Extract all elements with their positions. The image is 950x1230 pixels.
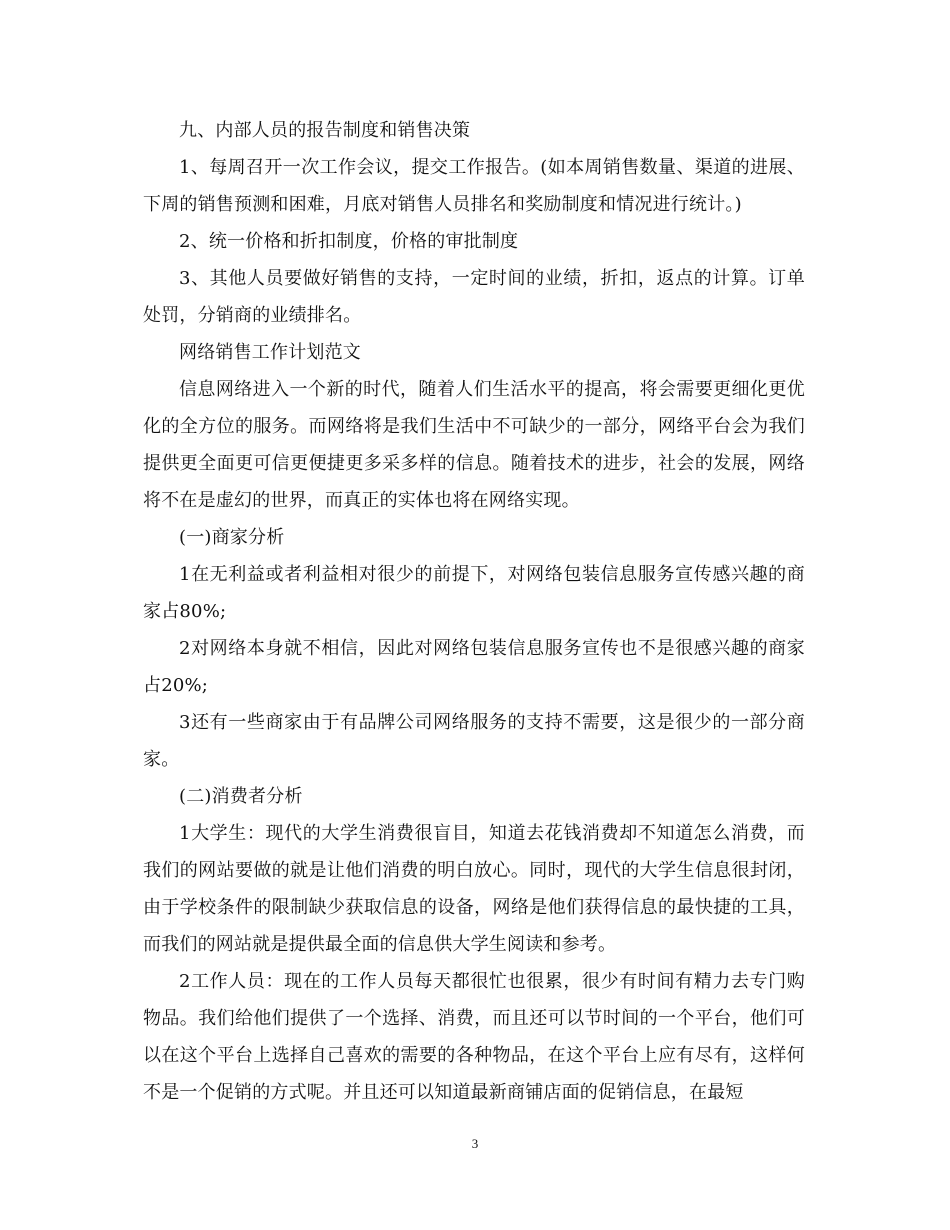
list-item: 3、其他人员要做好销售的支持，一定时间的业绩，折扣，返点的计算。订单处罚，分销商的业绩排名。 (143, 268, 805, 326)
list-item: 2工作人员：现在的工作人员每天都很忙也很累，很少有时间有精力去专门购物品。我们给他们提供了一个选择、消费，而且还可以节时间的一个平台，他们可以在这个平台上选择自己喜欢的需要的各种物品，在这个平台上应有尽有，这样何不是一个促销的方式呢。并且还可以知道最新商铺店面的促销信息，在最短 (143, 971, 805, 1103)
section-heading-consumer-analysis: (二)消费者分析 (179, 786, 303, 807)
list-item: 1、每周召开一次工作会议，提交工作报告。(如本周销售数量、渠道的进展、下周的销售预测和困难，月底对销售人员排名和奖励制度和情况进行统计。) (143, 157, 805, 215)
list-item: 2、统一价格和折扣制度，价格的审批制度 (179, 231, 519, 252)
list-item: 2对网络本身就不相信，因此对网络包装信息服务宣传也不是很感兴趣的商家占20%; (143, 638, 805, 696)
list-item: 1在无利益或者利益相对很少的前提下，对网络包装信息服务宣传感兴趣的商家占80%; (143, 564, 805, 622)
document-title: 网络销售工作计划范文 (179, 342, 361, 363)
body-paragraph: 信息网络进入一个新的时代，随着人们生活水平的提高，将会需要更细化更优化的全方位的服务。而网络将是我们生活中不可缺少的一部分，网络平台会为我们提供更全面更可信更便捷更多采多样的信息。随着技术的进步，社会的发展，网络将不在是虚幻的世界，而真正的实体也将在网络实现。 (143, 379, 805, 511)
page-number: 3 (471, 1136, 479, 1151)
document-body (143, 112, 805, 1111)
list-item: 3还有一些商家由于有品牌公司网络服务的支持不需要，这是很少的一部分商家。 (143, 712, 805, 770)
section-heading-internal-reporting: 九、内部人员的报告制度和销售决策 (179, 120, 471, 141)
section-heading-merchant-analysis: (一)商家分析 (179, 527, 285, 548)
list-item: 1大学生：现代的大学生消费很盲目，知道去花钱消费却不知道怎么消费，而我们的网站要做的就是让他们消费的明白放心。同时，现代的大学生信息很封闭，由于学校条件的限制缺少获取信息的设备，网络是他们获得信息的最快捷的工具，而我们的网站就是提供最全面的信息供大学生阅读和参考。 (143, 823, 805, 955)
